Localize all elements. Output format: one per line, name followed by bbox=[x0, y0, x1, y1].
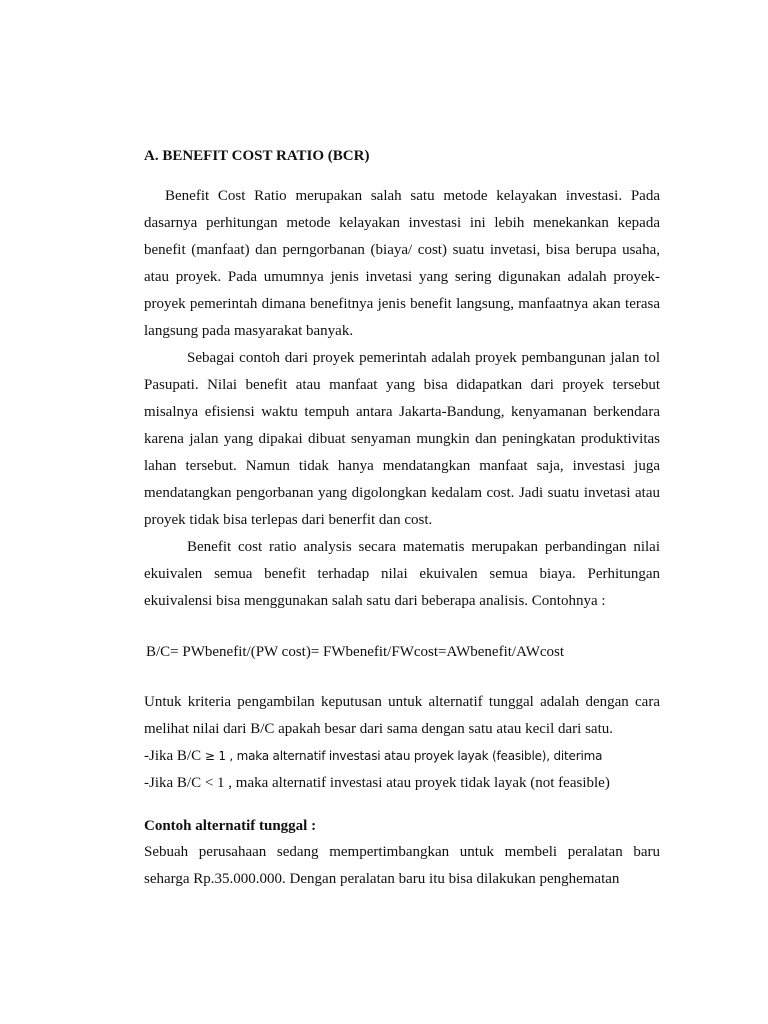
paragraph-intro: Benefit Cost Ratio merupakan salah satu metode kelayakan investasi. Pada dasarnya perhitungan metode kelayakan investasi ini lebih menekankan kepada benefit (manfaat) dan perngorbanan (biaya/ cost) suatu invetasi, bisa berupa usaha, atau proyek. Pada umumnya jenis invetasi yang sering digunakan adalah proyek-proyek pemerintah dimana benefitnya jenis benefit langsung, manfaatnya akan terasa langsung pada masyarakat banyak. bbox=[144, 188, 660, 339]
criteria-feasible-prefix: -Jika B/C bbox=[144, 748, 205, 764]
paragraph-example-project: Sebagai contoh dari proyek pemerintah adalah proyek pembangunan jalan tol Pasupati. Nilai benefit atau manfaat yang bisa didapatkan dari proyek tersebut misalnya efisiensi waktu tempuh antara Jakarta-Bandung, kenyamanan berkendara karena jalan yang dipakai dibuat senyaman mungkin dan peningkatan produktivitas lahan tersebut. Namun tidak hanya mendatangkan manfaat saja, investasi juga mendatangkan pengorbanan yang digolongkan kedalam cost. Jadi suatu invetasi atau proyek tidak bisa terlepas dari benerfit dan cost. bbox=[144, 350, 660, 528]
criteria-not-feasible: -Jika B/C < 1 , maka alternatif investasi atau proyek tidak layak (not feasible) bbox=[144, 775, 610, 791]
criteria-feasible bbox=[144, 743, 660, 770]
example-paragraph: Sebuah perusahaan sedang mempertimbangkan untuk membeli peralatan baru seharga Rp.35.000.000. Dengan peralatan baru itu bisa dilakukan penghematan bbox=[144, 844, 660, 887]
document-body bbox=[144, 146, 660, 893]
bcr-formula: B/C= PWbenefit/(PW cost)= FWbenefit/FWcost=AWbenefit/AWcost bbox=[146, 644, 565, 660]
section-heading: A. BENEFIT COST RATIO (BCR) bbox=[144, 148, 370, 164]
criteria-feasible-text: ≥ 1 , maka alternatif investasi atau proyek layak (feasible), diterima bbox=[204, 749, 603, 763]
example-heading: Contoh alternatif tunggal : bbox=[144, 818, 317, 834]
paragraph-definition: Benefit cost ratio analysis secara matematis merupakan perbandingan nilai ekuivalen semua benefit terhadap nilai ekuivalen semua biaya. Perhitungan ekuivalensi bisa menggunakan salah satu dari beberapa analisis. Contohnya : bbox=[144, 539, 660, 609]
criteria-intro: Untuk kriteria pengambilan keputusan untuk alternatif tunggal adalah dengan cara melihat nilai dari B/C apakah besar dari sama dengan satu atau kecil dari satu. bbox=[144, 694, 660, 737]
decision-criteria bbox=[144, 689, 660, 797]
